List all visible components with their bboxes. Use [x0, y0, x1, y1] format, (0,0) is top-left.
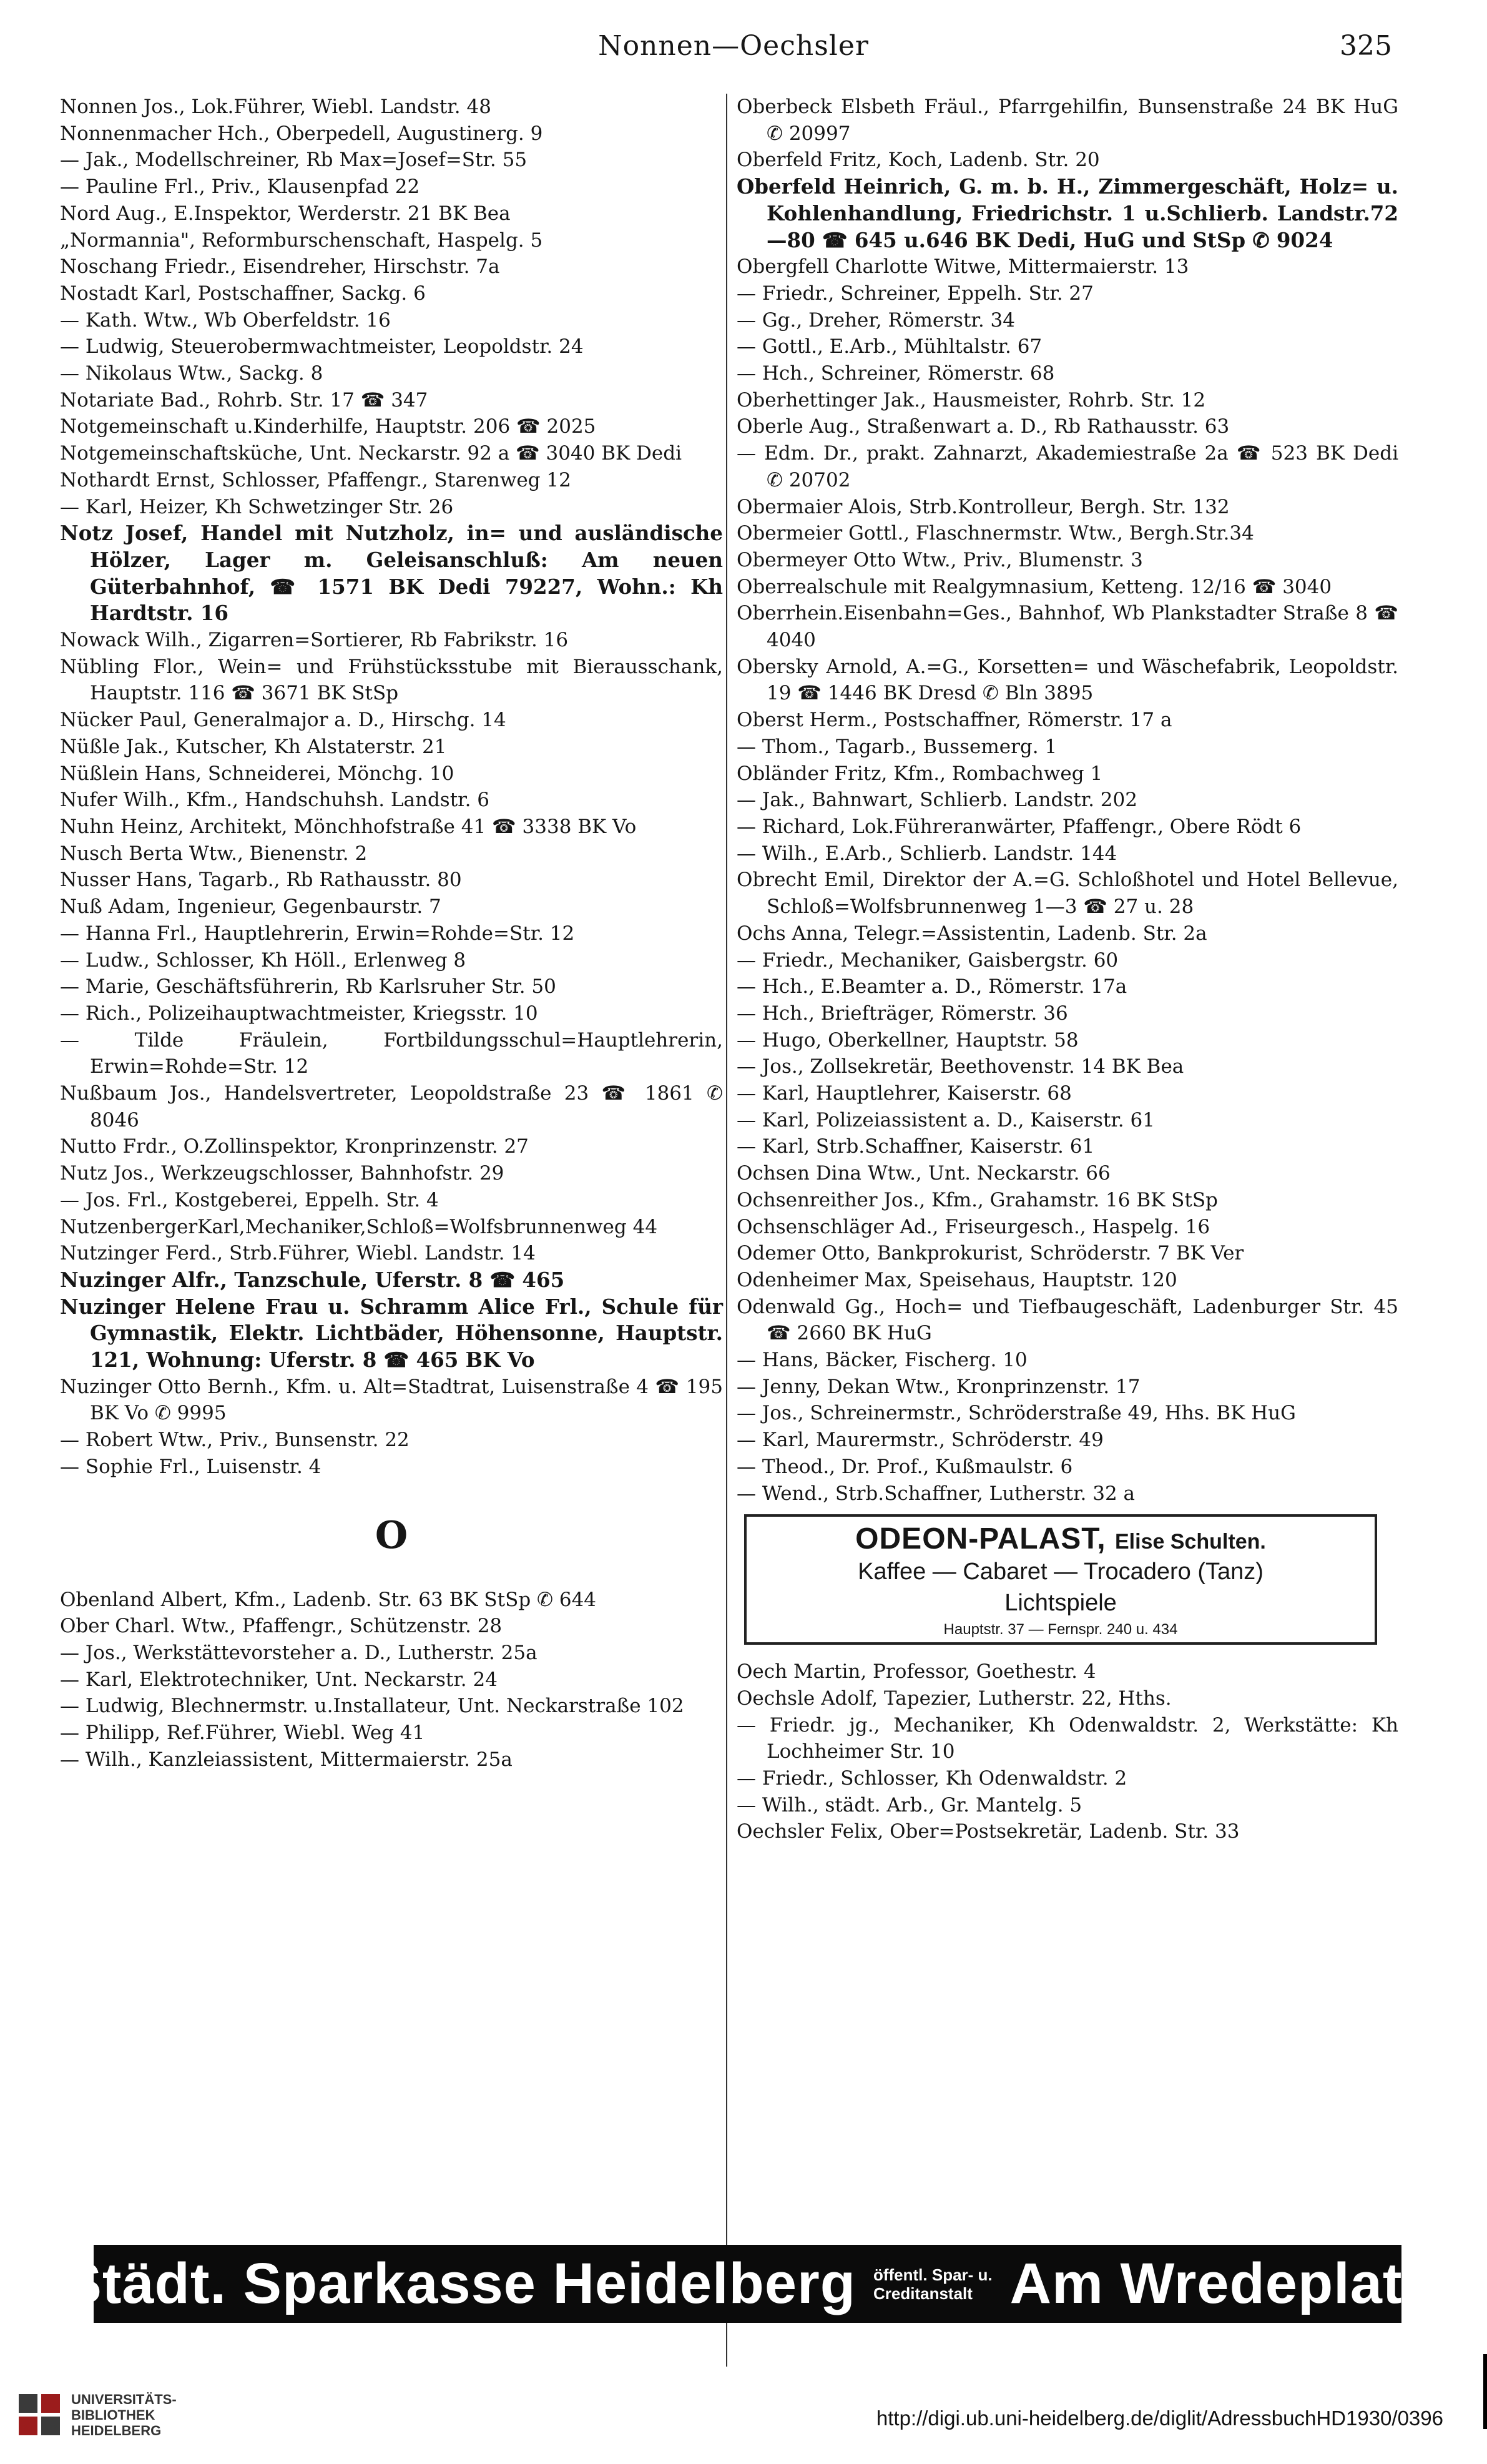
directory-entry: Ochsenreither Jos., Kfm., Grahamstr. 16 BK StSp [737, 1188, 1218, 1211]
directory-entry: — Jos., Werkstättevorsteher a. D., Lutherstr. 25a [60, 1641, 537, 1664]
directory-entry: Obermaier Alois, Strb.Kontrolleur, Bergh. Str. 132 [737, 495, 1230, 518]
directory-entry: — Hanna Frl., Hauptlehrerin, Erwin=Rohde=Str. 12 [60, 922, 575, 945]
directory-entry: Oberrealschule mit Realgymnasium, Ketteng. 12/16 ☎ 3040 [737, 575, 1332, 598]
directory-entry: Nutzinger Ferd., Strb.Führer, Wiebl. Landstr. 14 [60, 1242, 536, 1265]
directory-entry: — Hch., Schreiner, Römerstr. 68 [737, 362, 1055, 385]
directory-entry: Oberfeld Fritz, Koch, Ladenb. Str. 20 [737, 149, 1100, 172]
directory-entry: Nusser Hans, Tagarb., Rb Rathausstr. 80 [60, 869, 462, 892]
directory-entry: — Ludwig, Steuerobermwachtmeister, Leopoldstr. 24 [60, 335, 584, 358]
directory-entry: — Wilh., E.Arb., Schlierb. Landstr. 144 [737, 842, 1117, 865]
directory-entry: Nostadt Karl, Postschaffner, Sackg. 6 [60, 282, 426, 305]
directory-entry: Ober Charl. Wtw., Pfaffengr., Schützenstr. 28 [60, 1615, 503, 1638]
directory-entry: Nuzinger Helene Frau u. Schramm Alice Frl., Schule für Gymnastik, Elektr. Lichtbäder, Höhensonne, Hauptstr. 121, Wohnung: Uferstr. 8 ☎ 465 BK Vo [60, 1294, 723, 1372]
source-url-link[interactable]: http://digi.ub.uni-heidelberg.de/diglit/AdressbuchHD1930/0396 [876, 2407, 1443, 2430]
directory-entry: — Kath. Wtw., Wb Oberfeldstr. 16 [60, 308, 391, 332]
directory-entry: Odemer Otto, Bankprokurist, Schröderstr. 7 BK Ver [737, 1242, 1244, 1265]
directory-entry: Nutz Jos., Werkzeugschlosser, Bahnhofstr. 29 [60, 1162, 504, 1185]
directory-entry: — Hugo, Oberkellner, Hauptstr. 58 [737, 1028, 1079, 1052]
directory-entry: Oberst Herm., Postschaffner, Römerstr. 17 a [737, 709, 1172, 732]
directory-entry: Notariate Bad., Rohrb. Str. 17 ☎ 347 [60, 388, 428, 411]
directory-entry: — Friedr., Mechaniker, Gaisbergstr. 60 [737, 949, 1119, 972]
directory-entry: — Wend., Strb.Schaffner, Lutherstr. 32 a [737, 1482, 1136, 1505]
directory-entry: Notgemeinschaftsküche, Unt. Neckarstr. 92 a ☎ 3040 BK Dedi [60, 442, 682, 465]
odeon-palast-advertisement [744, 1514, 1377, 1645]
directory-entry: — Gottl., E.Arb., Mühltalstr. 67 [737, 335, 1043, 358]
directory-entry: — Edm. Dr., prakt. Zahnarzt, Akademiestraße 2a ☎ 523 BK Dedi ✆ 20702 [737, 442, 1398, 491]
directory-entry: — Karl, Elektrotechniker, Unt. Neckarstr. 24 [60, 1668, 498, 1691]
directory-entry: — Friedr. jg., Mechaniker, Kh Odenwaldstr. 2, Werkstätte: Kh Lochheimer Str. 10 [737, 1713, 1398, 1763]
logo-line-3: HEIDELBERG [71, 2423, 162, 2438]
directory-entry: — Friedr., Schlosser, Kh Odenwaldstr. 2 [737, 1767, 1127, 1790]
directory-entry: Obermeyer Otto Wtw., Priv., Blumenstr. 3 [737, 548, 1143, 571]
right-entries-bottom-list [737, 1658, 1398, 1845]
directory-entry: Ochsenschläger Ad., Friseurgesch., Haspelg. 16 [737, 1215, 1210, 1238]
directory-entry: Nücker Paul, Generalmajor a. D., Hirschg. 14 [60, 709, 506, 732]
directory-entry: Nutto Frdr., O.Zollinspektor, Kronprinzenstr. 27 [60, 1135, 529, 1158]
directory-entry: — Ludw., Schlosser, Kh Höll., Erlenweg 8 [60, 949, 466, 972]
directory-entry: „Normannia", Reformburschenschaft, Haspelg. 5 [60, 229, 543, 252]
directory-entry: — Jak., Bahnwart, Schlierb. Landstr. 202 [737, 789, 1137, 812]
directory-entry: — Wilh., Kanzleiassistent, Mittermaierstr. 25a [60, 1748, 513, 1771]
directory-entry: — Karl, Strb.Schaffner, Kaiserstr. 61 [737, 1135, 1095, 1158]
running-title: Nonnen—Oechsler [598, 30, 869, 62]
page-number: 325 [1340, 30, 1392, 62]
directory-entry: Nuzinger Otto Bernh., Kfm. u. Alt=Stadtrat, Luisenstraße 4 ☎ 195 BK Vo ✆ 9995 [60, 1375, 723, 1425]
ad-address: Hauptstr. 37 — Fernspr. 240 u. 434 [943, 1621, 1178, 1639]
directory-entry: Ochsen Dina Wtw., Unt. Neckarstr. 66 [737, 1162, 1111, 1185]
banner-mid-bottom: Creditanstalt [873, 2284, 973, 2303]
directory-entry: — Thom., Tagarb., Bussemerg. 1 [737, 735, 1058, 758]
directory-entry: Nusch Berta Wtw., Bienenstr. 2 [60, 842, 368, 865]
directory-entry: — Hch., E.Beamter a. D., Römerstr. 17a [737, 975, 1127, 998]
directory-entry: — Sophie Frl., Luisenstr. 4 [60, 1455, 321, 1478]
directory-entry: Nowack Wilh., Zigarren=Sortierer, Rb Fabrikstr. 16 [60, 629, 569, 652]
directory-entry: Obrecht Emil, Direktor der A.=G. Schloßhotel und Hotel Bellevue, Schloß=Wolfsbrunnenweg 1—3 ☎ 27 u. 28 [737, 869, 1398, 919]
directory-entry: — Jos., Zollsekretär, Beethovenstr. 14 BK Bea [737, 1055, 1184, 1078]
directory-entry: — Rich., Polizeihauptwachtmeister, Kriegsstr. 10 [60, 1002, 538, 1025]
directory-entry: Noschang Friedr., Eisendreher, Hirschstr. 7a [60, 255, 500, 278]
section-letter: O [375, 1513, 408, 1557]
directory-entry: Obermeier Gottl., Flaschnermstr. Wtw., Bergh.Str.34 [737, 522, 1254, 545]
ad-headline [747, 1522, 1375, 1556]
banner-mid-top: öffentl. Spar- u. [873, 2265, 993, 2284]
right-column [737, 94, 1398, 1845]
directory-entry: Nuhn Heinz, Architekt, Mönchhofstraße 41 ☎ 3338 BK Vo [60, 815, 637, 838]
logo-line-2: BIBLIOTHEK [71, 2407, 155, 2423]
directory-entry: — Philipp, Ref.Führer, Wiebl. Weg 41 [60, 1722, 425, 1745]
running-header [75, 30, 1392, 67]
directory-entry: — Tilde Fräulein, Fortbildungsschul=Hauptlehrerin, Erwin=Rohde=Str. 12 [60, 1028, 723, 1078]
column-divider [726, 94, 727, 2367]
directory-entry: — Karl, Maurermstr., Schröderstr. 49 [737, 1429, 1104, 1452]
directory-entry: Nübling Flor., Wein= und Frühstücksstube mit Bierausschank, Hauptstr. 116 ☎ 3671 BK StSp [60, 655, 723, 705]
directory-entry: — Robert Wtw., Priv., Bunsenstr. 22 [60, 1429, 410, 1452]
directory-entry: Oberhettinger Jak., Hausmeister, Rohrb. Str. 12 [737, 388, 1206, 411]
directory-entry: Obergfell Charlotte Witwe, Mittermaierstr. 13 [737, 255, 1189, 278]
directory-entry: Obenland Albert, Kfm., Ladenb. Str. 63 BK StSp ✆ 644 [60, 1588, 597, 1611]
banner-right: Am Wredeplatz [1009, 2252, 1432, 2315]
directory-entry: — Ludwig, Blechnermstr. u.Installateur, Unt. Neckarstraße 102 [60, 1695, 684, 1718]
directory-entry: Ochs Anna, Telegr.=Assistentin, Ladenb. Str. 2a [737, 922, 1207, 945]
directory-entry: Oberle Aug., Straßenwart a. D., Rb Rathausstr. 63 [737, 415, 1230, 438]
directory-entry: — Jak., Modellschreiner, Rb Max=Josef=Str. 55 [60, 149, 528, 172]
ad-line-2: Lichtspiele [1004, 1590, 1117, 1617]
directory-entry: Notgemeinschaft u.Kinderhilfe, Hauptstr. 206 ☎ 2025 [60, 415, 596, 438]
directory-entry: — Karl, Heizer, Kh Schwetzinger Str. 26 [60, 495, 454, 518]
directory-entry: Obersky Arnold, A.=G., Korsetten= und Wäschefabrik, Leopoldstr. 19 ☎ 1446 BK Dresd ✆ Bln 3895 [737, 655, 1398, 705]
directory-entry: Oberrhein.Eisenbahn=Ges., Bahnhof, Wb Plankstadter Straße 8 ☎ 4040 [737, 602, 1398, 652]
directory-entry: Nonnenmacher Hch., Oberpedell, Augustinerg. 9 [60, 122, 543, 145]
left-entries-list [60, 94, 723, 1481]
banner-middle [873, 2265, 993, 2303]
ad-name: ODEON-PALAST, [855, 1522, 1106, 1556]
directory-entry: Nonnen Jos., Lok.Führer, Wiebl. Landstr. 48 [60, 96, 491, 118]
directory-entry: Obländer Fritz, Kfm., Rombachweg 1 [737, 762, 1103, 785]
library-logo [17, 2392, 177, 2438]
banner-left: Städt. Sparkasse Heidelberg [63, 2252, 856, 2315]
directory-entry: Oechsler Felix, Ober=Postsekretär, Ladenb. Str. 33 [737, 1820, 1240, 1843]
sparkasse-banner [63, 2245, 1432, 2323]
directory-entry: Nüßle Jak., Kutscher, Kh Alstaterstr. 21 [60, 735, 447, 758]
directory-entry: — Hch., Briefträger, Römerstr. 36 [737, 1002, 1068, 1025]
directory-entry: — Jos. Frl., Kostgeberei, Eppelh. Str. 4 [60, 1188, 439, 1211]
directory-entry: NutzenbergerKarl,Mechaniker,Schloß=Wolfsbrunnenweg 44 [60, 1215, 658, 1238]
directory-entry: — Pauline Frl., Priv., Klausenpfad 22 [60, 175, 420, 199]
directory-entry: Notz Josef, Handel mit Nutzholz, in= und ausländische Hölzer, Lager m. Geleisanschluß: Am neuen Güterbahnhof, ☎ 1571 BK Dedi 79227, Wohn.: Kh Hardtstr. 16 [60, 521, 723, 626]
directory-entry: Nothardt Ernst, Schlosser, Pfaffengr., Starenweg 12 [60, 468, 571, 491]
directory-entry: Oechsle Adolf, Tapezier, Lutherstr. 22, Hths. [737, 1687, 1172, 1710]
directory-entry: Nüßlein Hans, Schneiderei, Mönchg. 10 [60, 762, 454, 785]
directory-entry: Nuzinger Alfr., Tanzschule, Uferstr. 8 ☎ 465 [60, 1267, 565, 1292]
ad-line-1: Kaffee — Cabaret — Trocadero (Tanz) [858, 1559, 1264, 1585]
directory-entry: Nufer Wilh., Kfm., Handschuhsh. Landstr. 6 [60, 789, 490, 812]
left-column [60, 94, 723, 1773]
directory-entry: — Hans, Bäcker, Fischerg. 10 [737, 1349, 1028, 1372]
directory-entry: Nord Aug., E.Inspektor, Werderstr. 21 BK Bea [60, 202, 511, 225]
directory-entry: — Theod., Dr. Prof., Kußmaulstr. 6 [737, 1455, 1073, 1478]
directory-entry: Nußbaum Jos., Handelsvertreter, Leopoldstraße 23 ☎ 1861 ✆ 8046 [60, 1082, 723, 1131]
footer [0, 2373, 1487, 2464]
directory-entry: — Jos., Schreinermstr., Schröderstraße 49, Hhs. BK HuG [737, 1402, 1296, 1425]
directory-entry: Oberfeld Heinrich, G. m. b. H., Zimmergeschäft, Holz= u. Kohlenhandlung, Friedrichstr. 1 u.Schlierb. Landstr.72—80 ☎ 645 u.646 BK Dedi, HuG und StSp ✆ 9024 [737, 174, 1398, 252]
directory-entry: — Nikolaus Wtw., Sackg. 8 [60, 362, 323, 385]
directory-entry: — Karl, Polizeiassistent a. D., Kaiserstr. 61 [737, 1108, 1155, 1131]
directory-entry: Nuß Adam, Ingenieur, Gegenbaurstr. 7 [60, 895, 441, 919]
directory-entry: — Wilh., städt. Arb., Gr. Mantelg. 5 [737, 1793, 1082, 1816]
directory-entry: Odenheimer Max, Speisehaus, Hauptstr. 120 [737, 1268, 1177, 1291]
directory-entry: — Gg., Dreher, Römerstr. 34 [737, 308, 1015, 332]
ad-owner: Elise Schulten. [1114, 1530, 1266, 1554]
directory-entry: — Jenny, Dekan Wtw., Kronprinzenstr. 17 [737, 1375, 1141, 1398]
logo-line-1: UNIVERSITÄTS- [71, 2392, 177, 2407]
directory-entry: — Richard, Lok.Führeranwärter, Pfaffengr., Obere Rödt 6 [737, 815, 1302, 838]
directory-entry: — Friedr., Schreiner, Eppelh. Str. 27 [737, 282, 1094, 305]
directory-entry: Odenwald Gg., Hoch= und Tiefbaugeschäft, Ladenburger Str. 45 ☎ 2660 BK HuG [737, 1295, 1398, 1345]
directory-entry: Oech Martin, Professor, Goethestr. 4 [737, 1660, 1096, 1683]
right-entries-list [737, 94, 1398, 1507]
library-logo-icon [17, 2393, 61, 2438]
directory-entry: — Marie, Geschäftsführerin, Rb Karlsruher Str. 50 [60, 975, 556, 998]
left-o-entries-list [60, 1587, 723, 1773]
directory-entry: Oberbeck Elsbeth Fräul., Pfarrgehilfin, Bunsenstraße 24 BK HuG ✆ 20997 [737, 96, 1398, 145]
library-logo-text [71, 2392, 177, 2438]
directory-entry: — Karl, Hauptlehrer, Kaiserstr. 68 [737, 1082, 1072, 1105]
